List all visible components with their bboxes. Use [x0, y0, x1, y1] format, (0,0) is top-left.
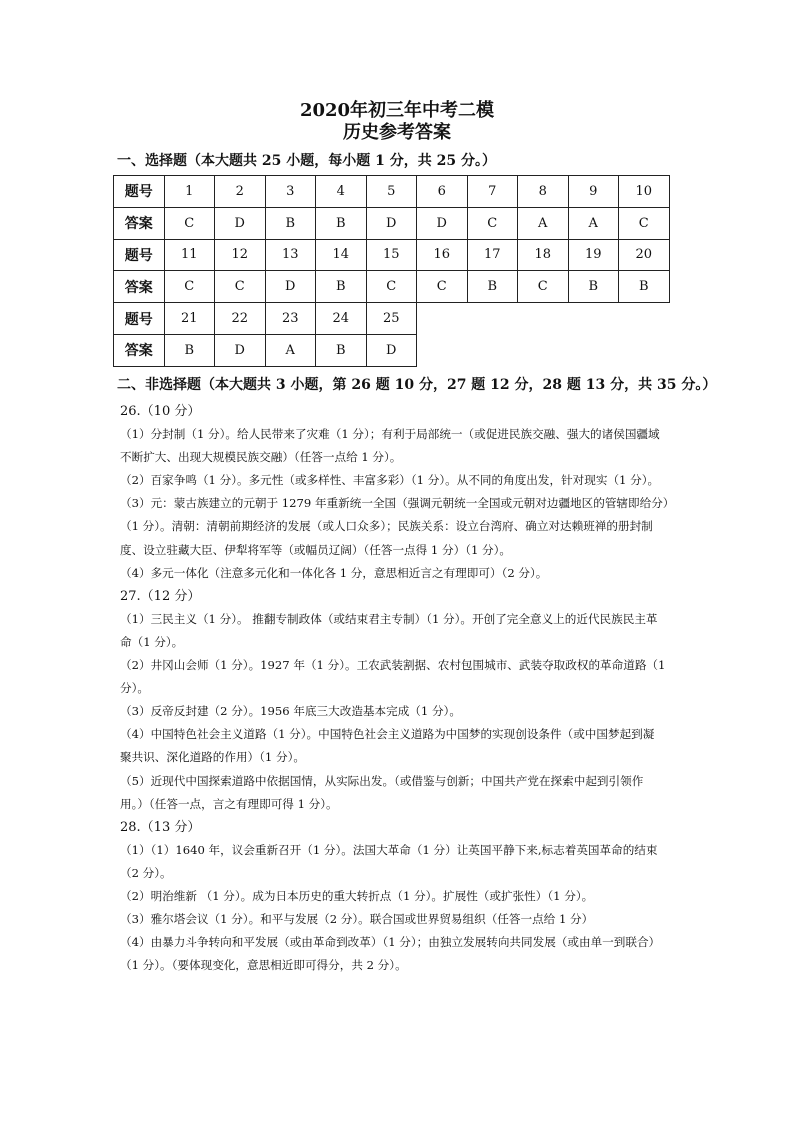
- table-empty-area: [417, 334, 670, 366]
- question-number: 15: [366, 239, 417, 271]
- answer-line: （1 分）。（要体现变化，意思相近即可得分，共 2 分）。: [120, 958, 407, 973]
- question-number: 14: [316, 239, 367, 271]
- question-number: 24: [316, 303, 367, 335]
- answer-line: （5）近现代中国探索道路中依据国情，从实际出发。（或借鉴与创新；中国共产党在探索中起到引领作: [120, 773, 644, 788]
- answer-cell: A: [265, 334, 316, 366]
- question-number: 21: [164, 303, 215, 335]
- question-number: 10: [619, 176, 670, 208]
- answer-line: 分）。: [120, 681, 149, 696]
- row-label-answer: 答案: [114, 207, 165, 239]
- answer-cell: C: [619, 207, 670, 239]
- answer-text-block: [120, 400, 680, 977]
- question-number: 1: [164, 176, 215, 208]
- answer-line: 用。）（任答一点，言之有理即可得 1 分）。: [120, 796, 338, 811]
- row-label-answer: 答案: [114, 334, 165, 366]
- section-2-heading: 二、非选择题（本大题共 3 小题，第 26 题 10 分，27 题 12 分，28 题 13 分，共 35 分。）: [117, 377, 717, 393]
- question-number: 6: [417, 176, 468, 208]
- question-number: 17: [467, 239, 518, 271]
- row-label-answer: 答案: [114, 271, 165, 303]
- answer-line: （4）中国特色社会主义道路（1 分）。中国特色社会主义道路为中国梦的实现创设条件（或中国梦起到凝: [120, 727, 655, 742]
- table-empty-area: [417, 303, 670, 335]
- question-heading-28: 28.（13 分）: [120, 819, 201, 835]
- table-row: [114, 334, 670, 366]
- answer-line: （1）分封制（1 分）。给人民带来了灾难（1 分）；有利于局部统一（或促进民族交融、强大的诸侯国疆域: [120, 427, 660, 442]
- answer-line: 度、设立驻藏大臣、伊犁将军等（或幅员辽阔）（任答一点得 1 分）（1 分）。: [120, 542, 512, 557]
- document-title: 2020年初三年中考二模: [299, 100, 495, 121]
- row-label-question: 题号: [114, 176, 165, 208]
- answer-cell: B: [316, 334, 367, 366]
- answer-cell: C: [215, 271, 266, 303]
- answer-line: （2）百家争鸣（1 分）。多元性（或多样性、丰富多彩）（1 分）。从不同的角度出发，针对现实（1 分）。: [120, 473, 660, 488]
- answer-cell: D: [215, 207, 266, 239]
- section-1-heading: 一、选择题（本大题共 25 小题，每小题 1 分，共 25 分。）: [117, 153, 496, 169]
- question-number: 20: [619, 239, 670, 271]
- question-number: 22: [215, 303, 266, 335]
- answer-cell: B: [265, 207, 316, 239]
- question-number: 16: [417, 239, 468, 271]
- table-row: [114, 207, 670, 239]
- answer-cell: C: [164, 271, 215, 303]
- table-row: [114, 239, 670, 271]
- answer-cell: B: [568, 271, 619, 303]
- answer-cell: D: [265, 271, 316, 303]
- question-number: 23: [265, 303, 316, 335]
- question-number: 5: [366, 176, 417, 208]
- answer-line: 命（1 分）。: [120, 634, 184, 649]
- answer-cell: B: [316, 271, 367, 303]
- answer-line: （4）多元一体化（注意多元化和一体化各 1 分，意思相近言之有理即可）（2 分）。: [120, 565, 548, 580]
- question-number: 7: [467, 176, 518, 208]
- answer-line: （1）（1）1640 年，议会重新召开（1 分）。法国大革命（1 分）让英国平静下来,标志着英国革命的结束: [120, 842, 658, 857]
- answer-cell: B: [467, 271, 518, 303]
- question-heading-27: 27.（12 分）: [120, 588, 201, 604]
- answer-cell: C: [417, 271, 468, 303]
- question-number: 9: [568, 176, 619, 208]
- question-number: 8: [518, 176, 569, 208]
- answer-line: （4）由暴力斗争转向和平发展（或由革命到改革）（1 分）；由独立发展转向共同发展（或由单一到联合）: [120, 935, 661, 950]
- question-heading-26: 26.（10 分）: [120, 404, 201, 419]
- answer-line: （2 分）。: [120, 865, 172, 880]
- table-row: [114, 176, 670, 208]
- answer-cell: C: [518, 271, 569, 303]
- answer-cell: C: [164, 207, 215, 239]
- question-number: 25: [366, 303, 417, 335]
- document-subtitle: 历史参考答案: [343, 122, 451, 143]
- answer-line: 聚共识、深化道路的作用）（1 分）。: [120, 750, 305, 765]
- row-label-question: 题号: [114, 239, 165, 271]
- answer-cell: D: [417, 207, 468, 239]
- answer-line: （3）雅尔塔会议（1 分）。和平与发展（2 分）。联合国或世界贸易组织（任答一点给 1 分）: [120, 912, 594, 927]
- question-number: 3: [265, 176, 316, 208]
- answer-line: （2）明治维新 （1 分）。成为日本历史的重大转折点（1 分）。扩展性（或扩张性）（1 分）。: [120, 888, 594, 903]
- answer-cell: B: [619, 271, 670, 303]
- answer-line: （1 分）。清朝：清朝前期经济的发展（或人口众多）；民族关系：设立台湾府、确立对达赖班禅的册封制: [120, 519, 653, 534]
- answer-table: [113, 175, 670, 367]
- table-row: [114, 271, 670, 303]
- answer-cell: B: [316, 207, 367, 239]
- question-number: 19: [568, 239, 619, 271]
- answer-cell: C: [366, 271, 417, 303]
- question-number: 4: [316, 176, 367, 208]
- answer-cell: D: [215, 334, 266, 366]
- question-number: 2: [215, 176, 266, 208]
- answer-cell: A: [568, 207, 619, 239]
- question-number: 18: [518, 239, 569, 271]
- answer-line: 不断扩大、出现大规模民族交融）（任答一点给 1 分）。: [120, 450, 402, 465]
- answer-line: （1）三民主义（1 分）。 推翻专制政体（或结束君主专制）（1 分）。开创了完全意义上的近代民族民主革: [120, 611, 658, 626]
- answer-cell: D: [366, 334, 417, 366]
- question-number: 12: [215, 239, 266, 271]
- answer-cell: B: [164, 334, 215, 366]
- answer-cell: D: [366, 207, 417, 239]
- question-number: 11: [164, 239, 215, 271]
- answer-line: （2）井冈山会师（1 分）。1927 年（1 分）。工农武装割据、农村包围城市、武装夺取政权的革命道路（1: [120, 658, 666, 673]
- answer-line: （3）反帝反封建（2 分）。1956 年底三大改造基本完成（1 分）。: [120, 704, 461, 719]
- answer-cell: A: [518, 207, 569, 239]
- row-label-question: 题号: [114, 303, 165, 335]
- question-number: 13: [265, 239, 316, 271]
- answer-cell: C: [467, 207, 518, 239]
- answer-line: （3）元：蒙古族建立的元朝于 1279 年重新统一全国（强调元朝统一全国或元朝对边疆地区的管辖即给分）: [120, 496, 675, 511]
- table-row: [114, 303, 670, 335]
